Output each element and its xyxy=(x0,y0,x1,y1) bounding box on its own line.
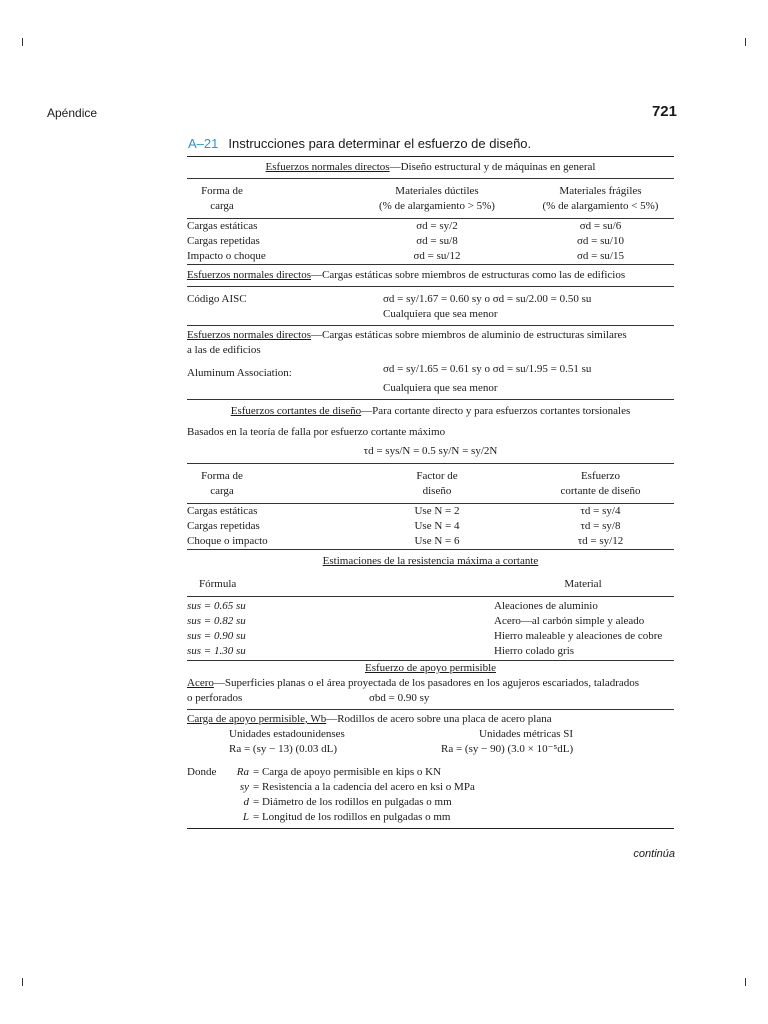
ductile-value: σd = su/12 xyxy=(413,250,461,262)
factor-value: Use N = 6 xyxy=(414,535,460,547)
definition-text: = Resistencia a la cadencia del acero en ksi o MPa xyxy=(253,781,475,793)
s4-formula: τd = sys/N = 0.5 sy/N = sy/2N xyxy=(363,445,498,457)
crop-mark xyxy=(22,38,23,46)
s7-formula-row: Ra = (sy − 13) (0.03 dL) Ra = (sy − 90) (3.0 × 10⁻⁵dL) xyxy=(229,743,574,755)
table-row xyxy=(187,504,674,519)
s7-units-row: Unidades estadounidenses Unidades métricas SI xyxy=(229,728,574,740)
s2-note: Cualquiera que sea menor xyxy=(383,308,498,320)
table-row xyxy=(187,519,674,534)
definition-row xyxy=(225,780,475,795)
crop-mark xyxy=(22,978,23,986)
table-row xyxy=(187,629,674,644)
table-row xyxy=(187,219,674,234)
s1-header-row: Forma de carga Materiales dúctiles (% de alargamiento > 5%) Materiales frágiles (% de alargamiento < 5%) xyxy=(201,185,659,212)
crop-mark xyxy=(745,38,746,46)
table-caption xyxy=(188,136,531,151)
s1-title: Esfuerzos normales directos—Diseño estructural y de máquinas en general xyxy=(265,161,596,173)
formula-cell: sus = 0.65 su xyxy=(187,600,246,612)
material-cell: Acero—al carbón simple y aleado xyxy=(494,615,645,627)
formula-cell: sus = 0.90 su xyxy=(187,630,246,642)
symbol: Ra xyxy=(236,766,249,778)
definition-text: = Carga de apoyo permisible en kips o KN xyxy=(253,766,442,778)
table-row xyxy=(187,599,674,614)
s5-header-row: Fórmula Material xyxy=(199,578,602,590)
definition-text: = Diámetro de los rodillos en pulgadas o mm xyxy=(253,796,452,808)
s7-defs: Donde Ra = Carga de apoyo permisible en kips o KN sy = Resistencia a la cadencia del acero en ksi o MPa d = Diámetro de los rodillos en pulgadas o mm L = Longitud de los rodillos en pulgadas o mm xyxy=(187,766,475,823)
material-cell: Hierro maleable y aleaciones de cobre xyxy=(494,630,663,642)
definition-text: = Longitud de los rodillos en pulgadas o mm xyxy=(253,811,451,823)
definition-row xyxy=(225,810,475,825)
s3-title: Esfuerzos normales directos—Cargas estáticas sobre miembros de aluminio de estructuras similares xyxy=(187,329,627,341)
table-row xyxy=(187,534,674,549)
running-header: Apéndice xyxy=(47,106,98,120)
s2-title: Esfuerzos normales directos—Cargas estáticas sobre miembros de estructuras como las de edificios xyxy=(187,269,626,281)
table-row xyxy=(187,234,674,249)
s3-title-line2: a las de edificios xyxy=(187,344,261,356)
formula-cell: sus = 0.82 su xyxy=(187,615,246,627)
symbol: L xyxy=(242,811,249,823)
ductile-value: σd = sy/2 xyxy=(416,220,458,232)
definition-row xyxy=(225,795,475,810)
s4-basis: Basados en la teoría de falla por esfuerzo cortante máximo xyxy=(187,426,446,438)
factor-value: Use N = 4 xyxy=(414,520,460,532)
s7-title: Carga de apoyo permisible, Wb—Rodillos de acero sobre una placa de acero plana xyxy=(187,713,552,725)
definition-row xyxy=(225,765,475,780)
stress-value: τd = sy/8 xyxy=(580,520,621,532)
row-label: Cargas repetidas xyxy=(187,520,260,532)
ductile-value: σd = su/8 xyxy=(416,235,458,247)
table-title: Instrucciones para determinar el esfuerzo de diseño. xyxy=(228,136,532,151)
brittle-value: σd = su/10 xyxy=(577,235,624,247)
s3-row: Aluminum Association: σd = sy/1.65 = 0.61 sy o σd = su/1.95 = 0.51 su xyxy=(187,363,592,379)
s6-title: Esfuerzo de apoyo permisible xyxy=(364,662,497,674)
table-row xyxy=(187,614,674,629)
page-number: 721 xyxy=(651,103,677,120)
s2-row: Código AISC σd = sy/1.67 = 0.60 sy o σd = su/2.00 = 0.50 su xyxy=(187,293,592,305)
symbol: d xyxy=(243,796,249,808)
bottom-rule xyxy=(187,828,674,829)
row-label: Cargas repetidas xyxy=(187,235,260,247)
s4-header-row: Forma de carga Factor de diseño Esfuerzo cortante de diseño xyxy=(201,470,641,497)
s6-line2: o perforados σbd = 0.90 sy xyxy=(187,692,430,704)
table-code: A–21 xyxy=(188,136,219,151)
s4-rows xyxy=(187,504,674,549)
table-a21 xyxy=(187,156,674,829)
s4-title: Esfuerzos cortantes de diseño—Para cortante directo y para esfuerzos cortantes torsionales xyxy=(230,405,631,417)
table-row xyxy=(187,249,674,264)
s5-rows xyxy=(187,597,674,660)
brittle-value: σd = su/6 xyxy=(579,220,622,232)
material-cell: Hierro colado gris xyxy=(494,645,575,657)
table-row xyxy=(187,644,674,659)
row-label: Choque o impacto xyxy=(187,535,268,547)
factor-value: Use N = 2 xyxy=(414,505,460,517)
stress-value: τd = sy/12 xyxy=(577,535,624,547)
material-cell: Aleaciones de aluminio xyxy=(494,600,598,612)
row-label: Impacto o choque xyxy=(187,250,266,262)
row-label: Cargas estáticas xyxy=(187,220,258,232)
symbol: sy xyxy=(239,781,249,793)
s5-title: Estimaciones de la resistencia máxima a cortante xyxy=(322,555,539,567)
continued-label: continúa xyxy=(633,848,675,860)
row-label: Cargas estáticas xyxy=(187,505,258,517)
crop-mark xyxy=(745,978,746,986)
s6-line1: Acero—Superficies planas o el área proyectada de los pasadores en los agujeros escariados, taladrados xyxy=(187,677,640,689)
stress-value: τd = sy/4 xyxy=(580,505,621,517)
s1-rows xyxy=(187,219,674,264)
brittle-value: σd = su/15 xyxy=(577,250,624,262)
formula-cell: sus = 1.30 su xyxy=(187,645,246,657)
s3-note: Cualquiera que sea menor xyxy=(383,382,498,394)
